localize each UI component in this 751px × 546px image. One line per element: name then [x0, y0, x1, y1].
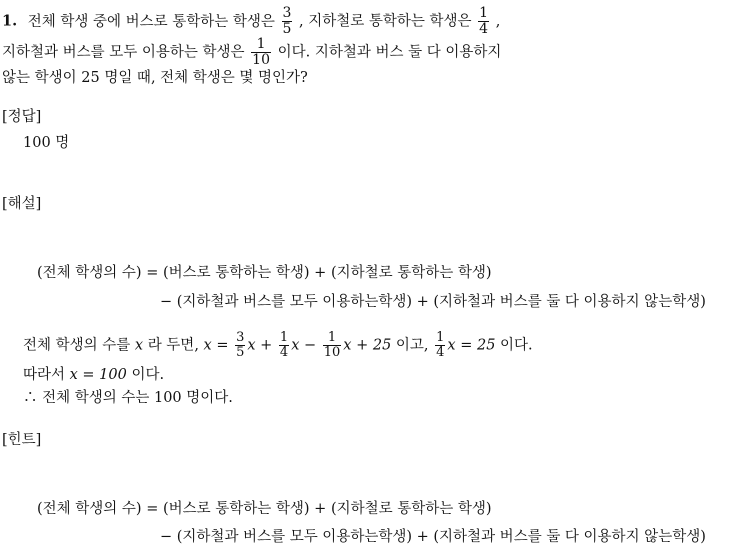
problem-text: ,	[495, 13, 501, 30]
variable-x: x	[134, 337, 144, 354]
math-expression: x =	[203, 337, 229, 354]
problem-text: 전체 학생 중에 버스로 통학하는 학생은	[27, 13, 275, 30]
problem-text: 이다. 지하철과 버스 둘 다 이용하지	[277, 44, 502, 61]
fraction: $\frac{1}{4}$	[279, 330, 289, 360]
plus-sign: +	[314, 265, 327, 281]
fraction-bus: $\frac{3}{5}$	[282, 5, 292, 37]
answer-label: [정답]	[2, 109, 42, 125]
hint-equation-line-1	[37, 497, 492, 518]
solution-line-b	[23, 363, 164, 384]
math-expression: x + 25	[343, 337, 392, 354]
solution-line-c	[23, 386, 233, 407]
therefore-symbol: ∴	[23, 390, 38, 406]
minus-sign: −	[160, 529, 173, 545]
hint-label: [힌트]	[2, 432, 42, 448]
solution-text: 이다.	[131, 367, 165, 383]
equation-term: (버스로 통학하는 학생)	[162, 501, 310, 517]
problem-number: 1.	[2, 12, 18, 30]
equation-term: (지하철과 버스를 모두 이용하는학생)	[176, 294, 413, 310]
equals-sign: =	[146, 501, 159, 517]
minus-sign: −	[160, 294, 173, 310]
fraction-subway: $\frac{1}{4}$	[479, 5, 489, 37]
problem-line-2	[2, 37, 501, 68]
solution-text: 전체 학생의 수는 100 명이다.	[42, 390, 233, 406]
fraction: $\frac{1}{10}$	[323, 330, 341, 360]
math-expression: x −	[291, 337, 317, 354]
equation-term: (지하철로 통학하는 학생)	[330, 501, 492, 517]
problem-text: , 지하철로 통학하는 학생은	[299, 13, 472, 30]
solution-text: 라 두면,	[147, 337, 199, 354]
answer-value: 100 명	[23, 135, 70, 151]
equation-lhs: (전체 학생의 수)	[37, 501, 142, 517]
solution-text: 이고,	[395, 337, 429, 354]
solution-text: 따라서	[23, 367, 66, 383]
equation-term: (지하철과 버스를 둘 다 이용하지 않는학생)	[433, 529, 706, 545]
solution-text: 전체 학생의 수를	[23, 337, 131, 354]
fraction: $\frac{1}{4}$	[436, 330, 445, 360]
problem-line-1	[2, 6, 500, 37]
equation-term: (버스로 통학하는 학생)	[162, 265, 310, 281]
plus-sign: +	[314, 501, 327, 517]
solution-line-a	[23, 331, 533, 360]
equation-term: (지하철로 통학하는 학생)	[330, 265, 492, 281]
math-expression: x +	[247, 337, 273, 354]
math-expression: x = 25	[447, 337, 496, 354]
problem-line-3: 않는 학생이 25 명일 때, 전체 학생은 몇 명인가?	[2, 70, 308, 86]
solution-label: [해설]	[2, 196, 42, 212]
solution-equation-line-1	[37, 261, 492, 282]
math-expression: x = 100	[69, 367, 127, 383]
fraction-both: $\frac{1}{10}$	[252, 36, 270, 68]
equation-term: (지하철과 버스를 모두 이용하는학생)	[176, 529, 413, 545]
solution-equation-line-2	[160, 290, 706, 311]
plus-sign: +	[416, 529, 429, 545]
fraction: $\frac{3}{5}$	[236, 330, 245, 360]
hint-equation-line-2	[160, 525, 706, 546]
equals-sign: =	[146, 265, 159, 281]
solution-text: 이다.	[500, 337, 533, 354]
equation-term: (지하철과 버스를 둘 다 이용하지 않는학생)	[433, 294, 706, 310]
problem-text: 지하철과 버스를 모두 이용하는 학생은	[2, 44, 245, 61]
plus-sign: +	[416, 294, 429, 310]
equation-lhs: (전체 학생의 수)	[37, 265, 142, 281]
